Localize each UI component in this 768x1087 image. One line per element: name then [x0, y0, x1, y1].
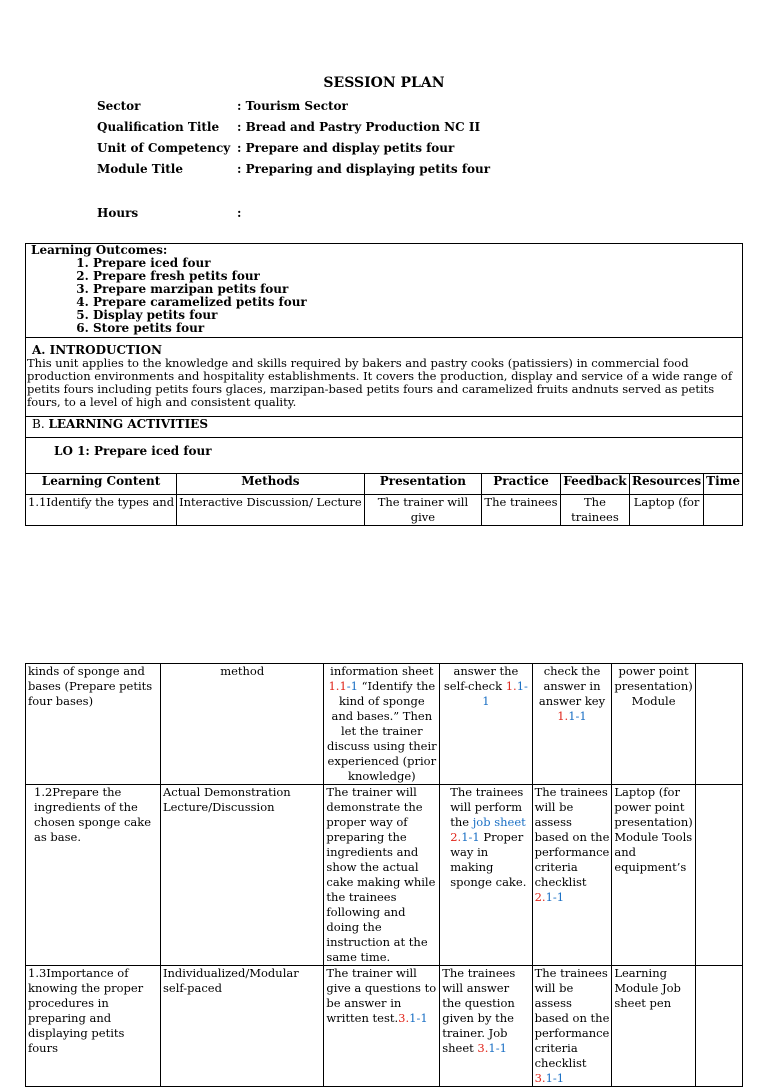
list-item: 4. Prepare caramelized petits four	[93, 296, 742, 309]
cell	[440, 785, 532, 966]
cell-text: answer the self-check	[443, 664, 519, 693]
list-item: 2. Prepare fresh petits four	[93, 270, 742, 283]
ref-number: 1.1	[328, 679, 347, 693]
ref-number: 2.	[534, 890, 546, 904]
cell: 1.1Identify the types and	[26, 495, 177, 526]
ref-number: 1-1	[545, 890, 565, 904]
list-item: 6. Store petits four	[93, 322, 742, 335]
list-item: 1. Prepare iced four	[93, 257, 742, 270]
ref-number: 3.	[534, 1071, 546, 1085]
cell: 1.3Importance of knowing the proper procedures in preparing and displaying petits fours	[26, 966, 161, 1087]
activities-table-top	[25, 473, 743, 526]
ref-number: 1.	[557, 709, 569, 723]
meta-label: Qualification Title	[97, 120, 220, 134]
ref-number: 1-1	[488, 1041, 507, 1055]
learning-activities-box	[25, 416, 743, 438]
cell-text: Proper way in making sponge cake.	[450, 830, 527, 889]
cell-text: information sheet	[330, 664, 434, 678]
cell	[532, 966, 612, 1087]
ref-number: 1.	[505, 679, 517, 693]
cell	[695, 785, 742, 966]
cell: power point presentation) Module	[612, 664, 695, 785]
cell: 1.2Prepare the ingredients of the chosen sponge cake as base.	[26, 785, 161, 966]
cell: Individualized/Modular self-paced	[160, 966, 323, 1087]
cell	[704, 495, 743, 526]
list-item: 5. Display petits four	[93, 309, 742, 322]
meta-label: Hours	[97, 206, 139, 220]
cell	[532, 785, 612, 966]
cell: Actual Demonstration Lecture/Discussion	[160, 785, 323, 966]
introduction-text: This unit applies to the knowledge and skills required by bakers and pastry cooks (patissiers) in commercial food production environments and hospitality establishments. It covers the production, display and service of a wide range of petits fours including petits fours glaces, marzipan-based petits fours and caramelized fruits andnuts served as petits fours, to a level of high and consistent quality.	[27, 356, 733, 409]
cell	[324, 664, 440, 785]
cell-text: The trainees will be assess based on the performance criteria checklist	[534, 966, 610, 1070]
ref-number: 1-1	[482, 679, 528, 708]
cell-text: The trainer will give a questions to be answer in written test.	[326, 966, 437, 1025]
meta-value: : Prepare and display petits four	[237, 141, 455, 155]
ref-number: 1-1	[409, 1011, 428, 1025]
meta-label: Module Title	[97, 162, 183, 176]
learning-outcomes-box	[25, 243, 743, 338]
learning-outcomes-list	[31, 257, 742, 335]
table-row	[26, 785, 743, 966]
header-feedback: Feedback	[560, 474, 629, 495]
cell-text: check the answer in answer key	[538, 664, 606, 708]
cell-text: The trainees will answer the question given by the trainer. Job sheet	[442, 966, 516, 1055]
table-row	[26, 664, 743, 785]
meta-label: Sector	[97, 99, 141, 113]
lo1-box	[25, 437, 743, 474]
meta-value: :	[237, 206, 242, 220]
table-row	[26, 495, 743, 526]
ref-number: 1-1	[545, 1071, 565, 1085]
header-practice: Practice	[482, 474, 561, 495]
meta-label: Unit of Competency	[97, 141, 231, 155]
header-presentation: Presentation	[364, 474, 481, 495]
meta-value: : Bread and Pastry Production NC II	[237, 120, 481, 134]
cell: The trainees	[482, 495, 561, 526]
cell: Interactive Discussion/ Lecture	[177, 495, 365, 526]
lo1-heading: LO 1: Prepare iced four	[54, 444, 212, 458]
header-learning-content: Learning Content	[26, 474, 177, 495]
cell: Laptop (for power point presentation) Module Tools and equipment’s	[612, 785, 695, 966]
cell: Learning Module Job sheet pen	[612, 966, 695, 1087]
cell: The trainees	[560, 495, 629, 526]
table-row	[26, 966, 743, 1087]
learning-activities-heading: LEARNING ACTIVITIES	[48, 417, 208, 431]
cell: The trainer will give	[364, 495, 481, 526]
cell: kinds of sponge and bases (Prepare petits four bases)	[26, 664, 161, 785]
cell	[532, 664, 612, 785]
list-item: 3. Prepare marzipan petits four	[93, 283, 742, 296]
learning-activities-prefix: B.	[32, 417, 45, 431]
ref-number: 2.	[450, 830, 462, 844]
learning-outcomes-heading: Learning Outcomes:	[31, 243, 168, 257]
meta-value: : Preparing and displaying petits four	[237, 162, 491, 176]
header-methods: Methods	[177, 474, 365, 495]
ref-number: -1	[346, 679, 358, 693]
cell-text: The trainees will be assess based on the performance criteria checklist	[534, 785, 610, 889]
cell: The trainer will demonstrate the proper way of preparing the ingredients and show the actual cake making while the trainees following and doing the instruction at the same time.	[324, 785, 440, 966]
cell	[695, 966, 742, 1087]
cell: method	[160, 664, 323, 785]
introduction-heading: A. INTRODUCTION	[32, 343, 162, 357]
cell: Laptop (for	[630, 495, 704, 526]
ref-number: 1-1	[568, 709, 587, 723]
activities-table-continued	[25, 663, 743, 1087]
cell	[440, 664, 532, 785]
page-title: SESSION PLAN	[323, 75, 445, 91]
introduction-box	[25, 337, 743, 417]
job-sheet-link[interactable]: job sheet	[472, 815, 526, 829]
cell-text: The trainees will perform the	[450, 785, 524, 829]
cell	[695, 664, 742, 785]
header-resources: Resources	[630, 474, 704, 495]
cell	[324, 966, 440, 1087]
meta-value: : Tourism Sector	[237, 99, 348, 113]
ref-number: 1-1	[461, 830, 480, 844]
header-time: Time	[704, 474, 743, 495]
table-header-row	[26, 474, 743, 495]
ref-number: 3.	[398, 1011, 410, 1025]
ref-number: 3.	[477, 1041, 489, 1055]
cell	[440, 966, 532, 1087]
cell-text: “Identify the kind of sponge and bases.” Then let the trainer discuss using their experienced (prior knowledge)	[326, 679, 437, 783]
